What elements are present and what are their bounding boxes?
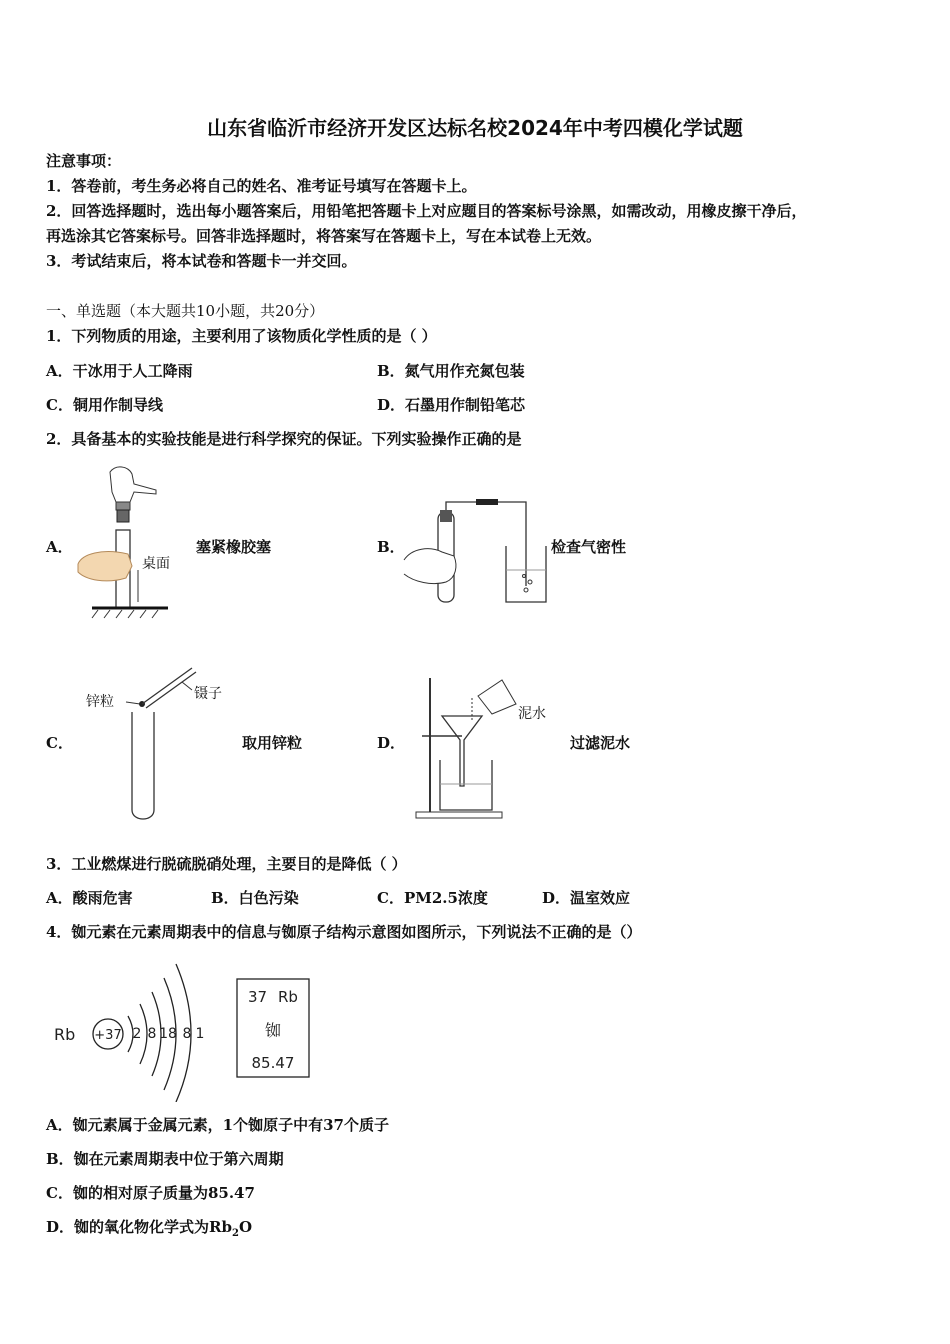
q1-option-c: C．铜用作制导线: [46, 396, 163, 414]
q4-option-b: B．铷在元素周期表中位于第六周期: [46, 1150, 284, 1168]
q4-option-d: [46, 1217, 252, 1244]
q2-option-a-label: A．: [46, 538, 73, 556]
q3-option-d: D．温室效应: [542, 889, 631, 907]
atom-structure-diagram: [50, 958, 214, 1102]
q2-a-figure-label: 桌面: [142, 556, 170, 572]
q2-option-d-text: 过滤泥水: [570, 734, 631, 752]
shell-4-count: 8: [182, 1026, 192, 1042]
q1-option-a: A．干冰用于人工降雨: [46, 362, 193, 380]
cell-symbol: Rb: [278, 988, 298, 1006]
page-title: 山东省临沂市经济开发区达标名校2024年中考四模化学试题: [207, 116, 743, 140]
notice-heading: 注意事项：: [46, 152, 122, 170]
q2-option-c-label: C．: [46, 734, 73, 752]
q1-option-b: B．氮气用作充氮包装: [377, 362, 525, 380]
q2-c-figure-label-tweezers: 镊子: [194, 686, 222, 702]
q4-option-d-tail: O: [238, 1218, 253, 1236]
q2-d-figure-label: 泥水: [518, 706, 546, 722]
airtightness-figure: [402, 496, 552, 608]
q2-option-b-text: 检查气密性: [551, 538, 627, 556]
zinc-tweezers-figure: [84, 660, 240, 822]
cell-element-name: 铷: [264, 1021, 282, 1040]
cell-atomic-number: 37: [248, 988, 268, 1006]
shell-5-count: 1: [195, 1026, 205, 1042]
q2-option-c-text: 取用锌粒: [242, 734, 303, 752]
q2-option-b-label: B．: [377, 538, 405, 556]
filtration-figure: [412, 668, 562, 820]
periodic-table-cell: [236, 978, 312, 1080]
q4-option-d-subscript: 2: [231, 1228, 239, 1239]
q3-option-c: C．PM2.5浓度: [377, 889, 488, 907]
cell-atomic-mass: 85.47: [251, 1054, 295, 1072]
q4-option-d-main: D．铷的氧化物化学式为Rb: [46, 1218, 232, 1236]
nucleus-charge: +37: [94, 1028, 122, 1043]
notice-item: 1．答卷前，考生务必将自己的姓名、准考证号填写在答题卡上。: [46, 177, 477, 195]
q4-stem: 4．铷元素在元素周期表中的信息与铷原子结构示意图如图所示，下列说法不正确的是（）: [46, 923, 642, 941]
q1-stem: 1．下列物质的用途，主要利用了该物质化学性质的是（ ）: [46, 327, 437, 345]
q2-option-d-label: D．: [377, 734, 406, 752]
q1-option-d: D．石墨用作制铅笔芯: [377, 396, 526, 414]
notice-item: 2．回答选择题时，选出每小题答案后，用铅笔把答题卡上对应题目的答案标号涂黑，如需改动，用橡皮擦干净后，: [46, 202, 807, 220]
q4-option-a: A．铷元素属于金属元素，1个铷原子中有37个质子: [46, 1116, 389, 1134]
notice-item: 3．考试结束后，将本试卷和答题卡一并交回。: [46, 252, 357, 270]
q3-stem: 3．工业燃煤进行脱硫脱硝处理，主要目的是降低（ ）: [46, 855, 407, 873]
notice-item: 再选涂其它答案标号。回答非选择题时，将答案写在答题卡上，写在本试卷上无效。: [46, 227, 602, 245]
shell-1-count: 2: [132, 1026, 142, 1042]
q2-option-a-text: 塞紧橡胶塞: [196, 538, 272, 556]
q4-option-c: C．铷的相对原子质量为85.47: [46, 1184, 255, 1202]
shell-3-count: 18: [159, 1026, 177, 1042]
q2-c-figure-label-zinc: 锌粒: [86, 694, 114, 710]
shell-2-count: 8: [147, 1026, 157, 1042]
q2-stem: 2．具备基本的实验技能是进行科学探究的保证。下列实验操作正确的是: [46, 430, 522, 448]
section-heading: 一、单选题（本大题共10小题，共20分）: [46, 302, 325, 320]
q3-option-b: B．白色污染: [211, 889, 299, 907]
q3-option-a: A．酸雨危害: [46, 889, 133, 907]
rubber-stopper-figure: [72, 462, 192, 620]
atom-symbol: Rb: [54, 1025, 76, 1044]
